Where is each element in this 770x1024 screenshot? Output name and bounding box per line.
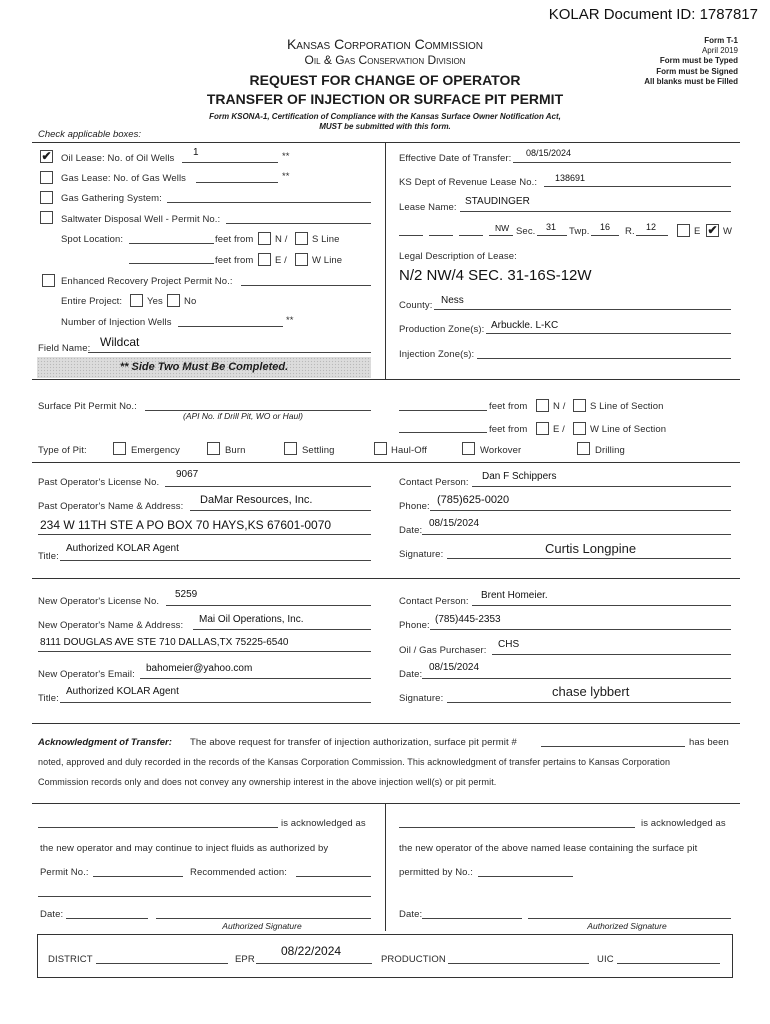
gas-lease-label: Gas Lease: No. of Gas Wells xyxy=(61,173,187,184)
entire-project-no-label: No xyxy=(184,296,197,307)
document-id: KOLAR Document ID: 1787817 xyxy=(548,6,758,23)
new-contact-line xyxy=(472,605,731,606)
past-title-label: Title: xyxy=(38,551,59,562)
epr-line xyxy=(256,963,372,964)
new-license-label: New Operator's License No. xyxy=(38,596,160,607)
ks-dept-label: KS Dept of Revenue Lease No.: xyxy=(399,177,538,188)
pit-type-burn-label: Burn xyxy=(225,445,246,456)
location-q4-line xyxy=(489,235,513,236)
new-contact-value[interactable]: Brent Homeier. xyxy=(481,590,548,601)
section-divider-4 xyxy=(32,578,740,579)
bottom-recommended-label: Recommended action: xyxy=(190,867,287,878)
pit-ew-feet-from: feet from xyxy=(489,424,528,435)
new-email-value[interactable]: bahomeier@yahoo.com xyxy=(146,663,253,674)
field-name-line xyxy=(88,352,371,353)
bottom-right-date-line xyxy=(422,918,522,919)
new-address-line xyxy=(38,651,371,652)
past-date-value[interactable]: 08/15/2024 xyxy=(429,518,480,529)
pit-type-burn-checkbox[interactable] xyxy=(207,442,220,455)
oil-lease-checkbox[interactable]: ✔ xyxy=(41,149,52,163)
spot-ns-line xyxy=(129,243,214,244)
pit-e-checkbox[interactable] xyxy=(536,422,549,435)
top-divider xyxy=(32,142,740,143)
past-license-label: Past Operator's License No. xyxy=(38,477,160,488)
range-value[interactable]: 12 xyxy=(646,222,657,232)
new-signature-label: Signature: xyxy=(399,693,444,704)
swd-label: Saltwater Disposal Well - Permit No.: xyxy=(61,214,221,225)
spot-w-checkbox[interactable] xyxy=(295,253,308,266)
entire-project-yes-label: Yes xyxy=(147,296,163,307)
spot-s-label: S Line xyxy=(312,234,340,245)
location-q2-line xyxy=(429,235,453,236)
bottom-right-date-label: Date: xyxy=(399,909,423,920)
sec-label: Sec. xyxy=(516,226,536,237)
note-typed: Form must be Typed xyxy=(659,56,738,65)
twp-label: Twp. xyxy=(569,226,590,237)
pit-s-checkbox[interactable] xyxy=(573,399,586,412)
entire-project-label: Entire Project: xyxy=(61,296,123,307)
new-purchaser-line xyxy=(492,654,731,655)
pit-w-checkbox[interactable] xyxy=(573,422,586,435)
location-q3-line xyxy=(459,235,483,236)
pit-type-hauloff-checkbox[interactable] xyxy=(374,442,387,455)
section-divider-2 xyxy=(32,379,740,380)
past-license-line xyxy=(165,486,371,487)
new-title-value[interactable]: Authorized KOLAR Agent xyxy=(66,686,179,697)
pit-n-checkbox[interactable] xyxy=(536,399,549,412)
spot-e-checkbox[interactable] xyxy=(258,253,271,266)
effective-date-line xyxy=(513,162,731,163)
spot-w-label: W Line xyxy=(312,255,343,266)
past-name-label: Past Operator's Name & Address: xyxy=(38,501,184,512)
form-title-1: REQUEST FOR CHANGE OF OPERATOR xyxy=(249,72,521,88)
section-divider-3 xyxy=(32,462,740,463)
gas-gathering-line xyxy=(167,202,371,203)
bottom-right-auth-sig: Authorized Signature xyxy=(587,921,667,931)
past-license-value[interactable]: 9067 xyxy=(176,469,199,480)
new-signature-line xyxy=(447,702,731,703)
production-line xyxy=(448,963,589,964)
new-signature-value[interactable]: chase lybbert xyxy=(552,684,630,699)
county-label: County: xyxy=(399,300,433,311)
pit-type-emergency-label: Emergency xyxy=(131,445,180,456)
swd-checkbox[interactable] xyxy=(40,211,53,224)
lease-name-line xyxy=(460,211,731,212)
ks-dept-line xyxy=(544,186,731,187)
bottom-recommended-line xyxy=(296,876,371,877)
past-date-label: Date: xyxy=(399,525,423,536)
surface-pit-api-note: (API No. if Drill Pit, WO or Haul) xyxy=(183,411,303,421)
pit-type-workover-label: Workover xyxy=(480,445,522,456)
bottom-permit-no-line xyxy=(93,876,183,877)
range-line xyxy=(636,235,668,236)
field-name-label: Field Name: xyxy=(38,343,91,354)
pit-type-label: Type of Pit: xyxy=(38,445,87,456)
enhanced-recovery-label: Enhanced Recovery Project Permit No.: xyxy=(61,276,233,287)
county-line xyxy=(434,309,731,310)
pit-type-workover-checkbox[interactable] xyxy=(462,442,475,455)
epr-date-value[interactable]: 08/22/2024 xyxy=(281,944,342,958)
new-email-label: New Operator's Email: xyxy=(38,669,135,680)
ack-permit-line xyxy=(541,746,685,747)
pit-type-hauloff-label: Haul-Off xyxy=(391,445,427,456)
form-subtitle-1: Form KSONA-1, Certification of Compliance with the Kansas Surface Owner Notification Act, xyxy=(209,112,561,121)
pit-n-label: N / xyxy=(553,401,566,412)
new-name-line xyxy=(193,629,371,630)
bottom-left-sig-line xyxy=(156,918,371,919)
new-date-value[interactable]: 08/15/2024 xyxy=(429,662,480,673)
range-e-label: E xyxy=(694,226,701,237)
pit-e-label: E / xyxy=(553,424,565,435)
new-phone-label: Phone: xyxy=(399,620,430,631)
bottom-right-text: the new operator of the above named lease containing the surface pit xyxy=(399,843,698,854)
oil-wells-value[interactable]: 1 xyxy=(193,147,199,158)
spot-ns-feet-from: feet from xyxy=(215,234,254,245)
past-signature-label: Signature: xyxy=(399,549,444,560)
oil-wells-stars: ** xyxy=(282,151,290,162)
twp-line xyxy=(591,235,619,236)
new-purchaser-label: Oil / Gas Purchaser: xyxy=(399,645,487,656)
spot-location-label: Spot Location: xyxy=(61,234,124,245)
past-phone-line xyxy=(430,510,731,511)
form-date: April 2019 xyxy=(701,46,738,55)
injection-wells-line xyxy=(178,326,283,327)
new-email-line xyxy=(140,678,371,679)
gas-wells-stars: ** xyxy=(282,171,290,182)
pit-ew-line xyxy=(399,432,487,433)
legal-description-label: Legal Description of Lease: xyxy=(399,251,517,262)
ack-line-3: Commission records only and does not convey any ownership interest in the above injection well(s) or pit permit. xyxy=(38,777,497,787)
bottom-left-date-line xyxy=(66,918,148,919)
spot-ew-line xyxy=(129,263,214,264)
oil-lease-label: Oil Lease: No. of Oil Wells xyxy=(61,153,175,164)
new-title-label: Title: xyxy=(38,693,59,704)
uic-line xyxy=(617,963,720,964)
gas-lease-checkbox[interactable] xyxy=(40,171,53,184)
agency-name: Kansas Corporation Commission xyxy=(286,36,484,52)
past-address-value[interactable]: 234 W 11TH STE A PO BOX 70 HAYS,KS 67601-0070 xyxy=(40,518,332,532)
note-signed: Form must be Signed xyxy=(656,67,738,76)
past-address-line xyxy=(38,534,371,535)
new-phone-value[interactable]: (785)445-2353 xyxy=(435,614,501,625)
county-value[interactable]: Ness xyxy=(441,295,464,306)
past-signature-value[interactable]: Curtis Longpine xyxy=(545,541,637,556)
bottom-permitted-by-label: permitted by No.: xyxy=(399,867,474,878)
pit-s-label: S Line of Section xyxy=(590,401,664,412)
enhanced-recovery-checkbox[interactable] xyxy=(42,274,55,287)
side-two-text: ** Side Two Must Be Completed. xyxy=(119,361,289,373)
new-date-label: Date: xyxy=(399,669,423,680)
form-number: Form T-1 xyxy=(704,36,738,45)
ack-heading: Acknowledgment of Transfer: xyxy=(38,737,172,748)
past-phone-value[interactable]: (785)625-0020 xyxy=(437,494,510,506)
production-zone-label: Production Zone(s): xyxy=(399,324,485,335)
production-label: PRODUCTION xyxy=(381,954,446,965)
surface-pit-label: Surface Pit Permit No.: xyxy=(38,401,137,412)
injection-wells-stars: ** xyxy=(286,315,294,326)
past-contact-label: Contact Person: xyxy=(399,477,469,488)
pit-type-settling-checkbox[interactable] xyxy=(284,442,297,455)
sec-line xyxy=(537,235,567,236)
district-line xyxy=(96,963,228,964)
past-contact-line xyxy=(472,486,731,487)
bottom-left-blank-line xyxy=(38,896,371,897)
form-title-2: TRANSFER OF INJECTION OR SURFACE PIT PERMIT xyxy=(206,91,564,107)
pit-type-emergency-checkbox[interactable] xyxy=(113,442,126,455)
production-zone-line xyxy=(486,333,731,334)
new-address-value[interactable]: 8111 DOUGLAS AVE STE 710 DALLAS,TX 75225-6540 xyxy=(40,637,289,648)
effective-date-value[interactable]: 08/15/2024 xyxy=(526,148,572,158)
entire-project-no-checkbox[interactable] xyxy=(167,294,180,307)
check-boxes-label: Check applicable boxes: xyxy=(38,129,141,140)
past-phone-label: Phone: xyxy=(399,501,430,512)
spot-ew-feet-from: feet from xyxy=(215,255,254,266)
spot-n-label: N / xyxy=(275,234,288,245)
form-subtitle-2: MUST be submitted with this form. xyxy=(319,122,451,131)
past-name-line xyxy=(190,510,371,511)
new-name-value[interactable]: Mai Oil Operations, Inc. xyxy=(199,614,304,625)
bottom-left-auth-sig: Authorized Signature xyxy=(222,921,302,931)
section-divider-5 xyxy=(32,723,740,724)
center-divider-bottom xyxy=(385,803,386,931)
location-quarter-value[interactable]: NW xyxy=(495,223,510,233)
bottom-right-ack-label: is acknowledged as xyxy=(641,818,726,829)
bottom-left-ack-label: is acknowledged as xyxy=(281,818,366,829)
pit-ns-feet-from: feet from xyxy=(489,401,528,412)
ack-line-2: noted, approved and duly recorded in the records of the Kansas Corporation Commission. This acknowledgment of transfer pertains to Kansas Corporation xyxy=(38,757,671,767)
range-e-checkbox[interactable] xyxy=(677,224,690,237)
sec-value[interactable]: 31 xyxy=(546,222,557,232)
past-contact-value[interactable]: Dan F Schippers xyxy=(482,471,557,482)
bottom-left-date-label: Date: xyxy=(40,909,64,920)
division-name: Oil & Gas Conservation Division xyxy=(304,53,466,67)
bottom-left-text: the new operator and may continue to inject fluids as authorized by xyxy=(40,843,329,854)
pit-type-drilling-checkbox[interactable] xyxy=(577,442,590,455)
injection-zone-line xyxy=(477,358,731,359)
gas-wells-line xyxy=(196,182,278,183)
pit-type-settling-label: Settling xyxy=(302,445,335,456)
new-title-line xyxy=(60,702,371,703)
note-filled: All blanks must be Filled xyxy=(644,77,738,86)
ack-line-1: The above request for transfer of injection authorization, surface pit permit # xyxy=(190,737,517,748)
bottom-right-sig-line xyxy=(528,918,731,919)
new-contact-label: Contact Person: xyxy=(399,596,469,607)
legal-description-value[interactable]: N/2 NW/4 SEC. 31-16S-12W xyxy=(399,267,592,284)
bottom-left-ack-line xyxy=(38,827,278,828)
injection-zone-label: Injection Zone(s): xyxy=(399,349,475,360)
section-divider-6 xyxy=(32,803,740,804)
range-label: R. xyxy=(625,226,635,237)
past-title-value[interactable]: Authorized KOLAR Agent xyxy=(66,543,179,554)
spot-n-checkbox[interactable] xyxy=(258,232,271,245)
production-zone-value[interactable]: Arbuckle. L-KC xyxy=(491,320,559,331)
pit-ns-line xyxy=(399,410,487,411)
past-name-value[interactable]: DaMar Resources, Inc. xyxy=(200,494,313,506)
past-date-line xyxy=(422,534,731,535)
ack-has-been: has been xyxy=(689,737,729,748)
district-label: DISTRICT xyxy=(48,954,93,965)
gas-gathering-label: Gas Gathering System: xyxy=(61,193,162,204)
past-title-line xyxy=(60,560,371,561)
location-q1-line xyxy=(399,235,423,236)
bottom-permitted-by-line xyxy=(478,876,573,877)
new-purchaser-value[interactable]: CHS xyxy=(498,639,520,650)
lease-name-value[interactable]: STAUDINGER xyxy=(465,196,530,207)
new-name-label: New Operator's Name & Address: xyxy=(38,620,184,631)
uic-label: UIC xyxy=(597,954,614,965)
new-date-line xyxy=(422,678,731,679)
gas-gathering-checkbox[interactable] xyxy=(40,191,53,204)
spot-s-checkbox[interactable] xyxy=(295,232,308,245)
spot-e-label: E / xyxy=(275,255,287,266)
effective-date-label: Effective Date of Transfer: xyxy=(399,153,512,164)
ks-dept-value[interactable]: 138691 xyxy=(555,173,586,183)
range-w-checkbox[interactable]: ✔ xyxy=(707,223,718,237)
injection-wells-label: Number of Injection Wells xyxy=(61,317,172,328)
entire-project-yes-checkbox[interactable] xyxy=(130,294,143,307)
pit-type-drilling-label: Drilling xyxy=(595,445,625,456)
new-phone-line xyxy=(430,629,731,630)
enhanced-recovery-line xyxy=(241,285,371,286)
center-divider-top xyxy=(385,142,386,379)
pit-w-label: W Line of Section xyxy=(590,424,667,435)
field-name-value[interactable]: Wildcat xyxy=(100,335,140,349)
oil-wells-line xyxy=(182,162,278,163)
swd-line xyxy=(226,223,371,224)
bottom-permit-no-label: Permit No.: xyxy=(40,867,89,878)
new-license-line xyxy=(166,605,371,606)
epr-label: EPR xyxy=(235,954,255,965)
past-signature-line xyxy=(447,558,731,559)
bottom-right-ack-line xyxy=(399,827,635,828)
lease-name-label: Lease Name: xyxy=(399,202,457,213)
range-w-label: W xyxy=(723,226,733,237)
twp-value[interactable]: 16 xyxy=(600,222,611,232)
new-license-value[interactable]: 5259 xyxy=(175,589,198,600)
